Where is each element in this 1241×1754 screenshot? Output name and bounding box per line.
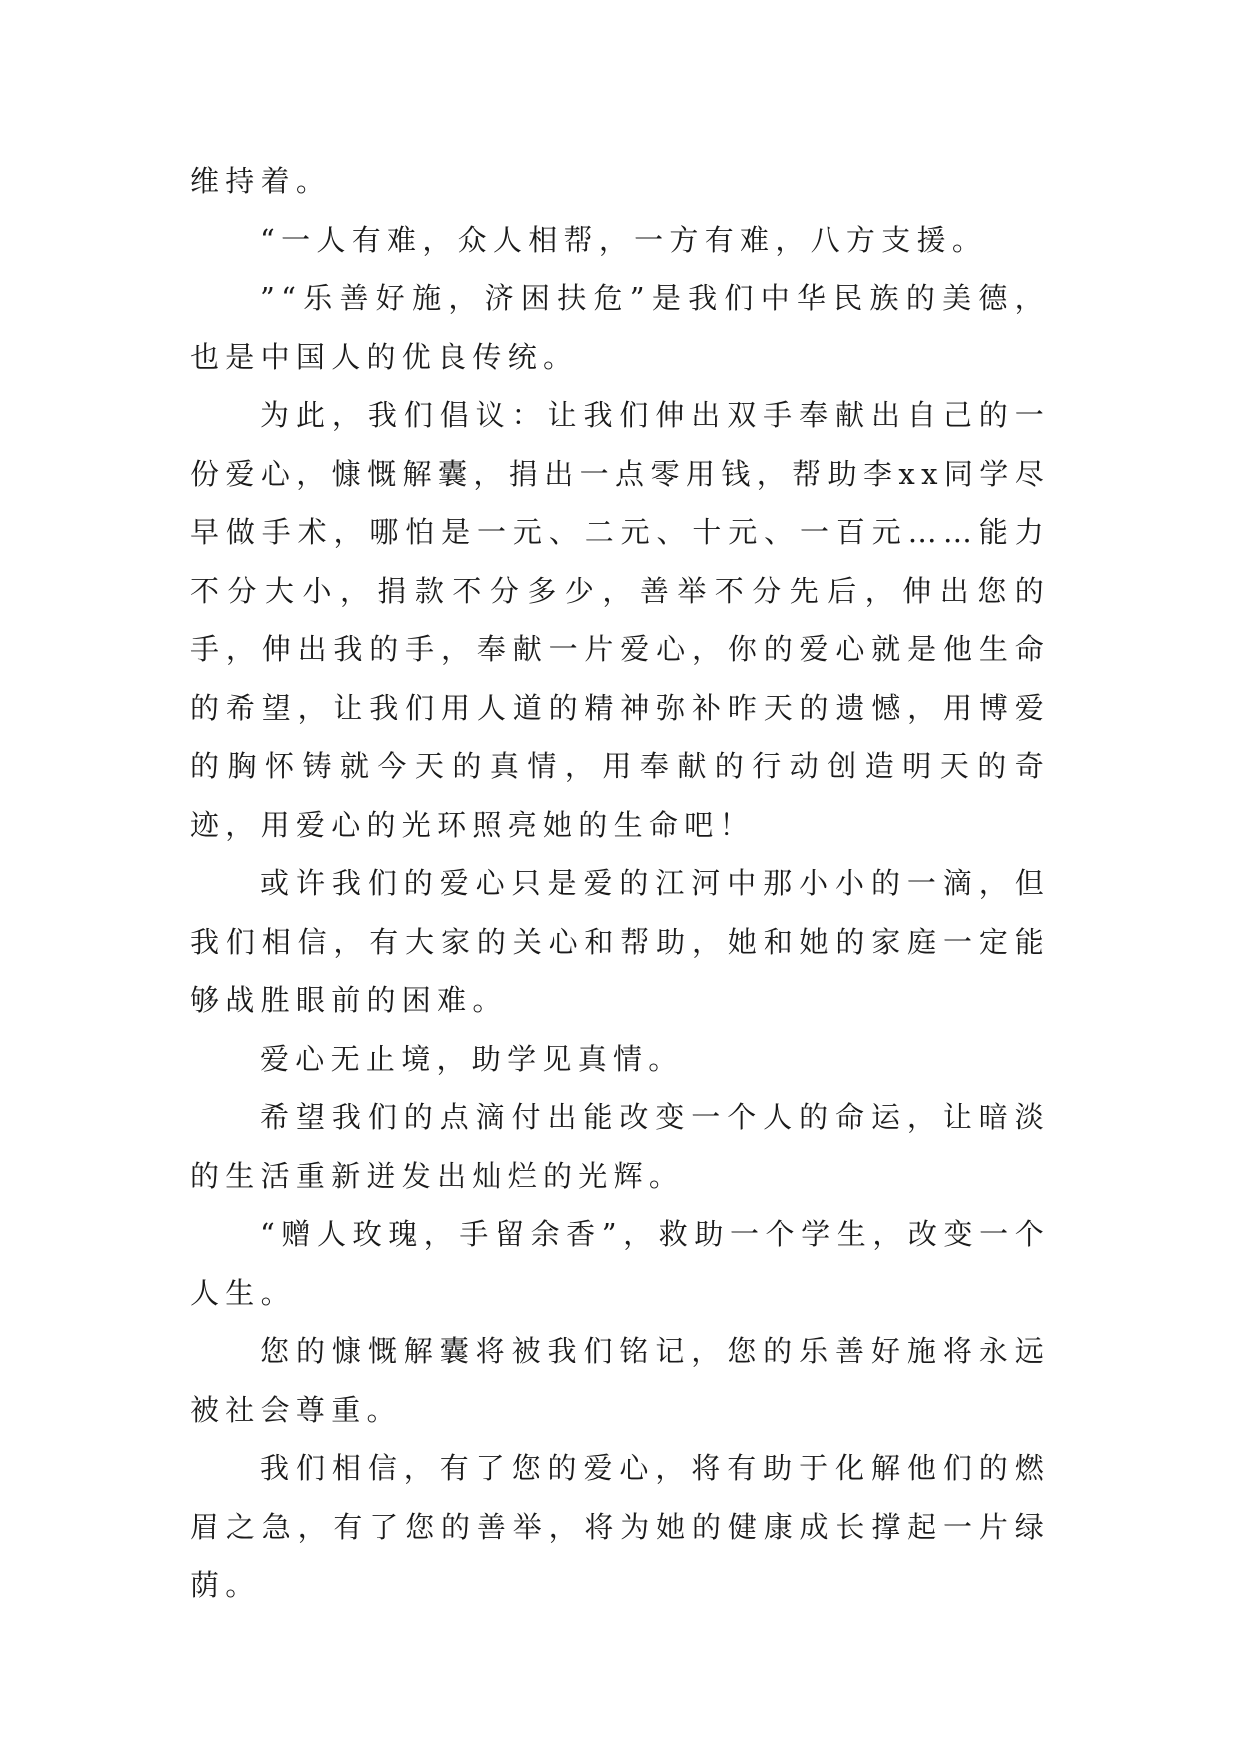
paragraph-quote-mutual-help: “一人有难，众人相帮，一方有难，八方支援。 (260, 222, 988, 257)
paragraph-virtue: ”“乐善好施，济困扶危”是我们中华民族的美德，也是中国人的优良传统。 (190, 281, 1050, 374)
paragraph-roses: “赠人玫瑰，手留余香”，救助一个学生，改变一个人生。 (190, 1217, 1050, 1310)
paragraph-gratitude: 您的慷慨解囊将被我们铭记，您的乐善好施将永远被社会尊重。 (190, 1334, 1050, 1427)
paragraph-hope: 希望我们的点滴付出能改变一个人的命运，让暗淡的生活重新迸发出灿烂的光辉。 (190, 1100, 1050, 1193)
paragraph-closing: 我们相信，有了您的爱心，将有助于化解他们的燃眉之急，有了您的善举，将为她的健康成长撑起一片绿荫。 (190, 1451, 1050, 1602)
paragraph-belief: 或许我们的爱心只是爱的江河中那小小的一滴，但我们相信，有大家的关心和帮助，她和她的家庭一定能够战胜眼前的困难。 (190, 866, 1050, 1017)
paragraph-proposal: 为此，我们倡议：让我们伸出双手奉献出自己的一份爱心，慷慨解囊，捐出一点零用钱，帮助李xx同学尽早做手术，哪怕是一元、二元、十元、一百元……能力不分大小，捐款不分多少，善举不分先后，伸出您的手，伸出我的手，奉献一片爱心，你的爱心就是他生命的希望，让我们用人道的精神弥补昨天的遗憾，用博爱的胸怀铸就今天的真情，用奉献的行动创造明天的奇迹，用爱心的光环照亮她的生命吧！ (190, 398, 1050, 842)
document-body (190, 152, 1050, 1615)
paragraph-continuation: 维持着。 (190, 164, 332, 198)
paragraph-slogan: 爱心无止境，助学见真情。 (260, 1041, 684, 1076)
